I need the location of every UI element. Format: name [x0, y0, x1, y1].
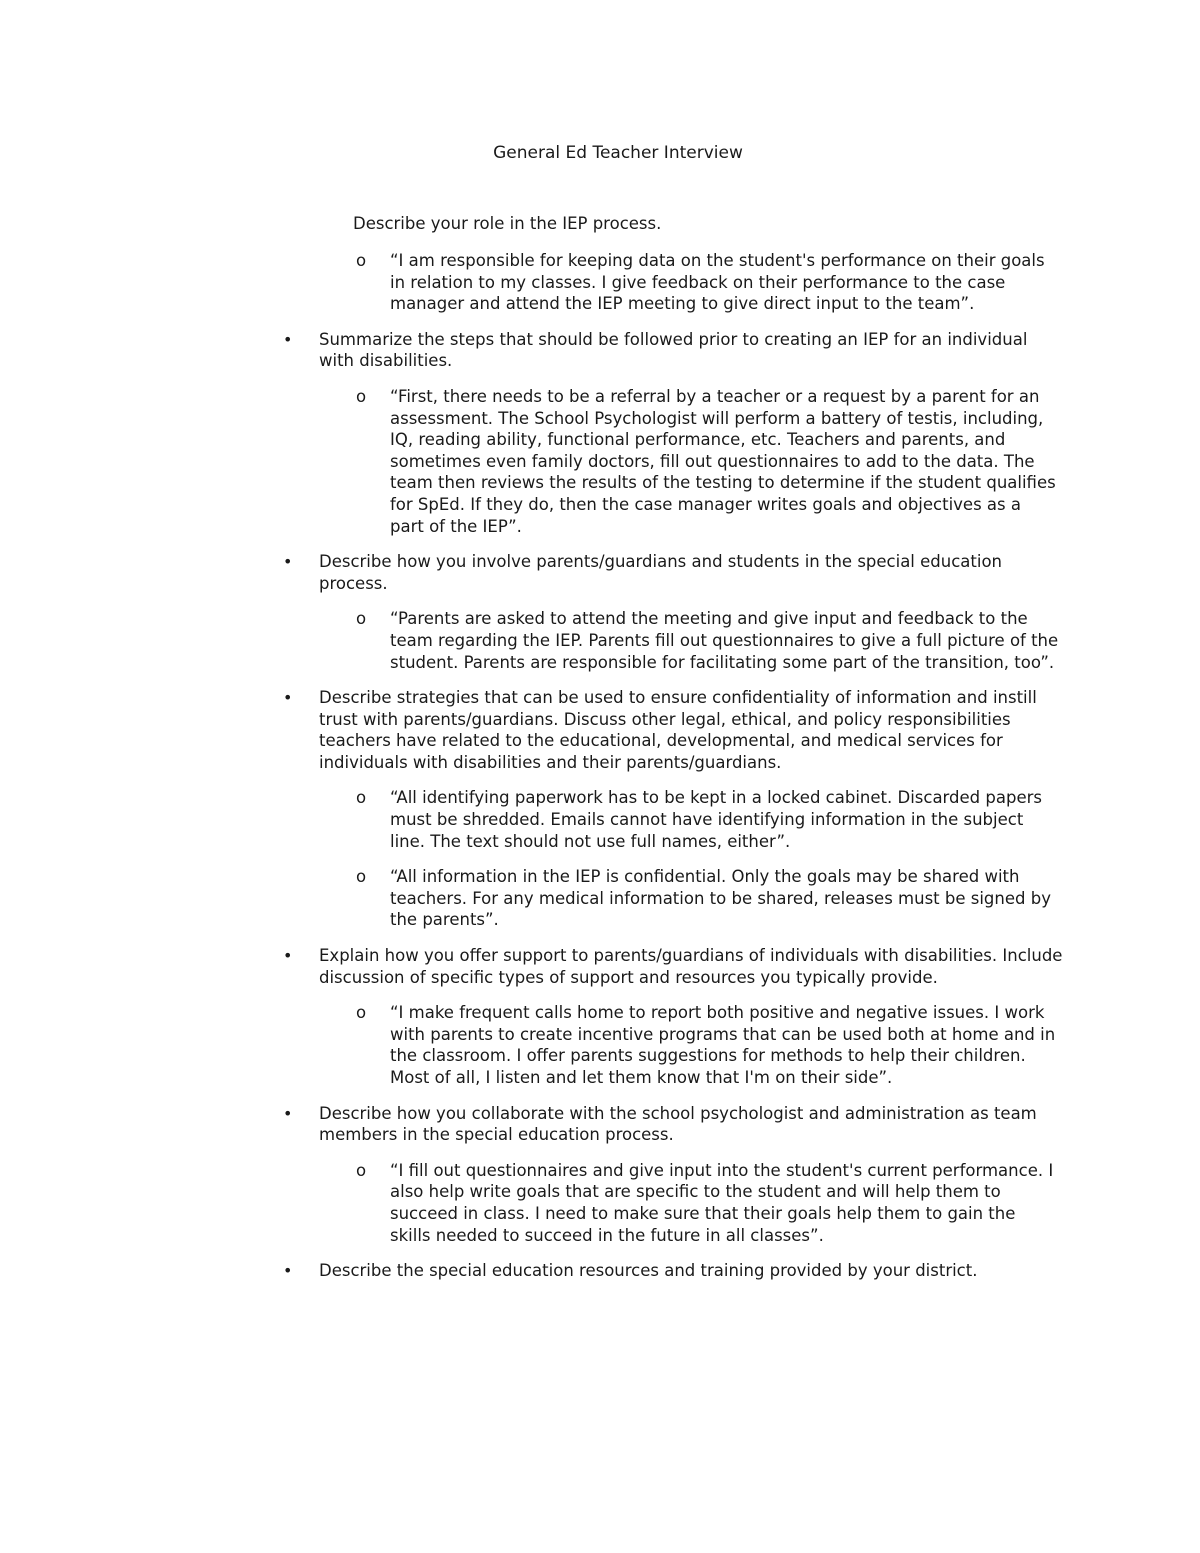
- answer-text: “All identifying paperwork has to be kept in a locked cabinet. Discarded papers must be shredded. Emails cannot have identifying information in the subject line. The text should not use full names, either”.: [390, 788, 1042, 851]
- question-text: Describe strategies that can be used to ensure confidentiality of information and instill trust with parents/guardians. Discuss other legal, ethical, and policy responsibilities teachers have related to the educational, developmental, and medical services for individuals with disabilities and their parents/guardians.: [319, 688, 1037, 772]
- answer-marker: o: [356, 1003, 367, 1023]
- answer-list: [0, 250, 1200, 315]
- bullet-icon: •: [283, 1261, 293, 1281]
- question-text: Summarize the steps that should be followed prior to creating an IEP for an individual with disabilities.: [319, 329, 1028, 371]
- answer-text: “I make frequent calls home to report both positive and negative issues. I work with parents to create incentive programs that can be used both at home and in the classroom. I offer parents suggestions for methods to help their children. Most of all, I listen and let them know that I'm on their side”.: [390, 1003, 1056, 1087]
- question-item: [0, 945, 1200, 1089]
- question-text: Describe how you involve parents/guardians and students in the special education process.: [319, 552, 1003, 593]
- question-role-in-iep: Describe your role in the IEP process.: [353, 214, 662, 233]
- question-text: Describe how you collaborate with the school psychologist and administration as team members in the special education process.: [319, 1103, 1037, 1145]
- answer-item: [0, 608, 1200, 673]
- answer-text: “I fill out questionnaires and give input into the student's current performance. I also help write goals that are specific to the student and will help them to succeed in class. I need to make sure that their goals help them to gain the skills needed to succeed in the future in all classes”.: [390, 1160, 1054, 1245]
- answer-marker: o: [356, 788, 367, 808]
- answer-item: [0, 866, 1200, 931]
- bullet-icon: •: [283, 1103, 293, 1123]
- answer-item: [0, 1002, 1200, 1088]
- answer-marker: o: [356, 251, 367, 270]
- question-text: Describe the special education resources and training provided by your district.: [319, 1261, 978, 1281]
- answer-text: “Parents are asked to attend the meeting and give input and feedback to the team regarding the IEP. Parents fill out questionnaires to give a full picture of the student. Parents are responsible for facilitating some part of the transition, too”.: [390, 609, 1059, 672]
- answer-marker: o: [356, 609, 367, 629]
- question-item: [0, 1103, 1200, 1247]
- answer-item: [0, 787, 1200, 852]
- bullet-icon: •: [283, 329, 293, 349]
- answer-text: “First, there needs to be a referral by a teacher or a request by a parent for an assessment. The School Psychologist will perform a battery of testis, including, IQ, reading ability, functional performance, etc. Teachers and parents, and sometimes even family doctors, fill out questionnaires to add to the data. The team then reviews the results of the testing to determine if the student qualifies for SpEd. If they do, then the case manager writes goals and objectives as a part of the IEP”.: [390, 386, 1056, 536]
- question-item: [0, 551, 1200, 673]
- question-text: Explain how you offer support to parents/guardians of individuals with disabilities. Include discussion of specific types of support and resources you typically provide.: [319, 946, 1063, 987]
- bullet-icon: •: [283, 688, 293, 708]
- answer-marker: o: [356, 386, 367, 406]
- answer-list: [0, 787, 1200, 931]
- bullet-icon: •: [283, 946, 293, 966]
- answer-list: [0, 608, 1200, 673]
- bullet-icon: •: [283, 552, 293, 572]
- document-title: General Ed Teacher Interview: [493, 143, 743, 163]
- answer-marker: o: [356, 867, 367, 887]
- answer-text: “All information in the IEP is confidential. Only the goals may be shared with teachers. For any medical information to be shared, releases must be signed by the parents”.: [390, 867, 1051, 930]
- question-item: [0, 687, 1200, 931]
- question-item: [0, 329, 1200, 537]
- answer-list: [0, 386, 1200, 537]
- answer-list: [0, 1002, 1200, 1088]
- answer-item: [0, 250, 1200, 315]
- answer-item: [0, 1160, 1200, 1246]
- question-list: [0, 250, 1200, 1296]
- answer-text: “I am responsible for keeping data on the student's performance on their goals in relation to my classes. I give feedback on their performance to the case manager and attend the IEP meeting to give direct input to the team”.: [390, 251, 1045, 314]
- answer-list: [0, 1160, 1200, 1246]
- question-item: [0, 250, 1200, 315]
- answer-marker: o: [356, 1160, 367, 1180]
- answer-item: [0, 386, 1200, 537]
- question-item: [0, 1260, 1200, 1282]
